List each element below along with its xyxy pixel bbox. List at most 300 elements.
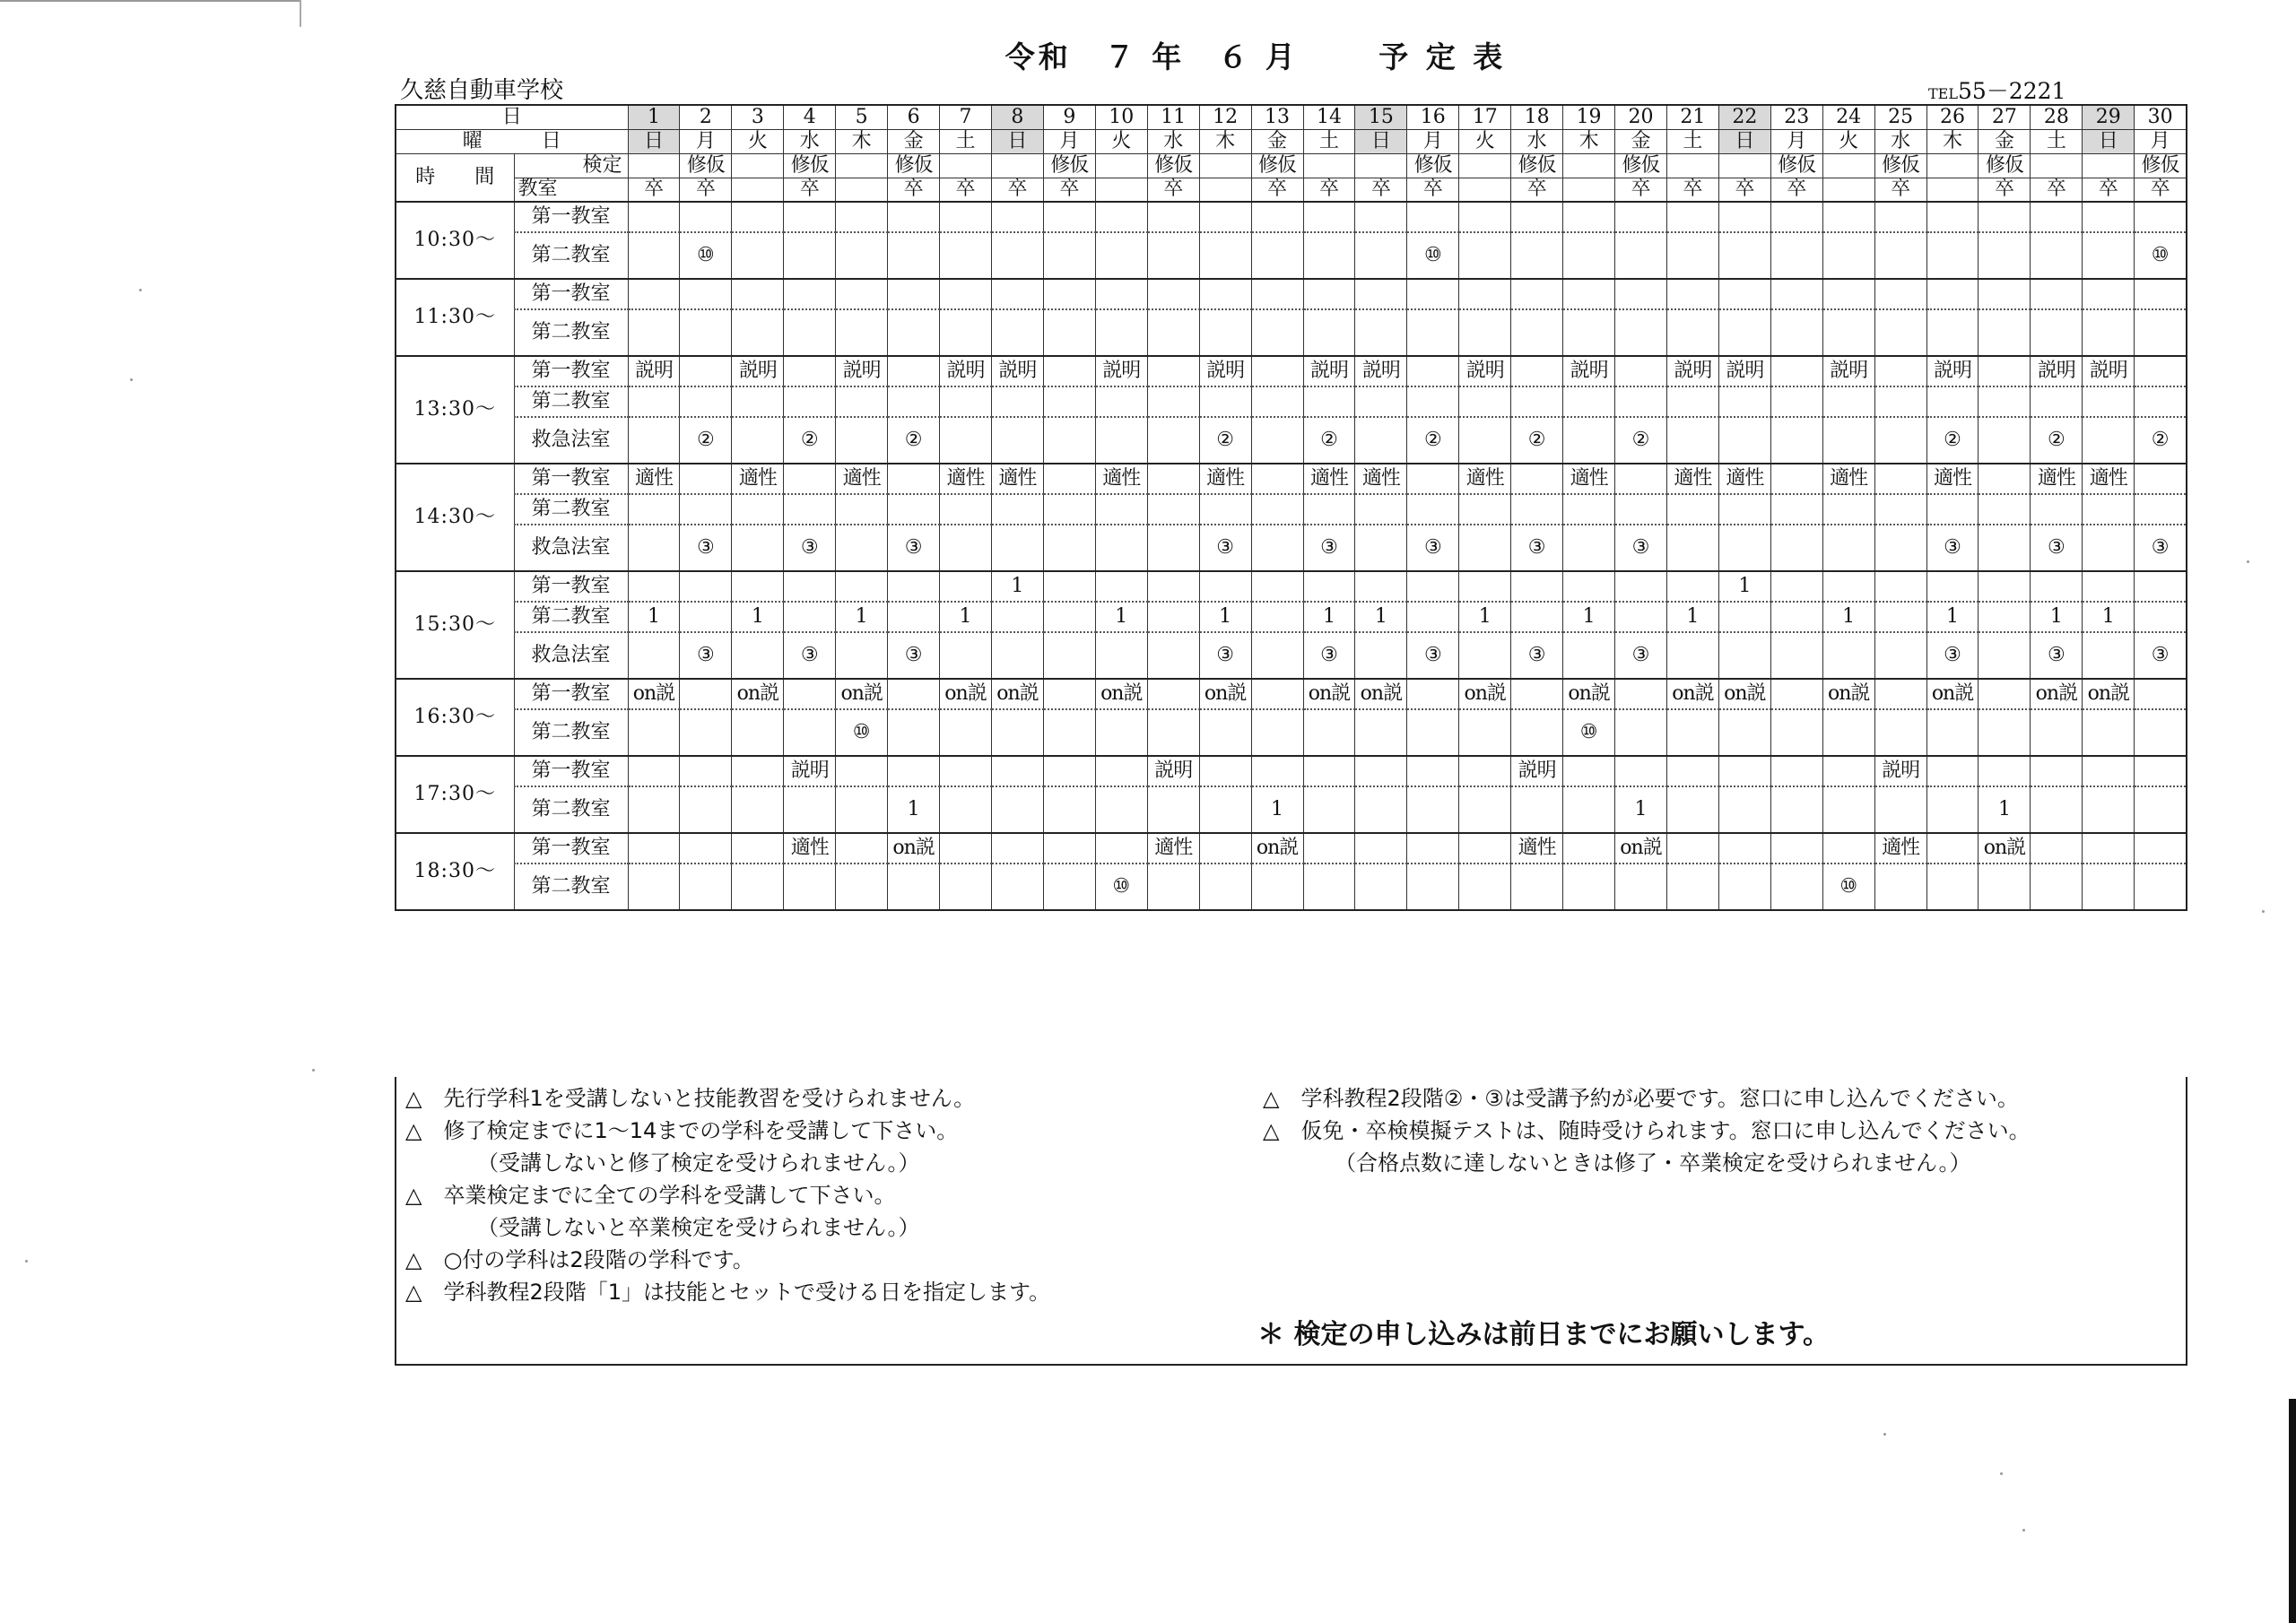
slot-row (396, 202, 2187, 232)
schedule-table (395, 104, 2187, 911)
schedule-cell (1666, 309, 1718, 356)
schedule-cell (1251, 386, 1303, 417)
kyoshitsu-cell (1199, 178, 1251, 202)
schedule-cell (1043, 232, 1095, 279)
day-cell: 17 (1459, 105, 1511, 129)
schedule-cell (1459, 494, 1511, 525)
schedule-cell (1926, 571, 1979, 602)
schedule-cell (1874, 602, 1926, 632)
schedule-cell (2083, 864, 2135, 910)
schedule-cell (836, 232, 888, 279)
kentei-cell (1563, 153, 1615, 178)
schedule-cell (1043, 309, 1095, 356)
schedule-cell: ② (888, 417, 940, 464)
kentei-cell (1926, 153, 1979, 178)
schedule-cell (628, 786, 680, 833)
schedule-cell (888, 494, 940, 525)
kentei-cell: 修仮 (1043, 153, 1095, 178)
schedule-cell (2083, 494, 2135, 525)
weekday-cell: 月 (680, 129, 732, 153)
schedule-cell: ③ (1511, 632, 1563, 679)
schedule-cell (784, 786, 836, 833)
time-header: 時 間 (396, 153, 514, 202)
schedule-cell: 説明 (1718, 356, 1770, 386)
time-slot-label: 14:30～ (396, 464, 514, 571)
room-label: 第一教室 (514, 464, 628, 494)
schedule-cell (1095, 632, 1147, 679)
schedule-cell: 1 (1199, 602, 1251, 632)
schedule-cell: 1 (1615, 786, 1667, 833)
schedule-cell (836, 525, 888, 571)
schedule-cell (2083, 386, 2135, 417)
kyoshitsu-cell: 卒 (1407, 178, 1459, 202)
schedule-cell (1407, 833, 1459, 864)
schedule-cell (1355, 232, 1407, 279)
schedule-cell (1251, 632, 1303, 679)
schedule-cell (991, 279, 1043, 309)
schedule-cell (1459, 632, 1511, 679)
schedule-cell: ② (1303, 417, 1355, 464)
schedule-cell (1979, 279, 2031, 309)
schedule-cell (836, 494, 888, 525)
schedule-cell: on説 (1926, 679, 1979, 709)
schedule-cell (1926, 232, 1979, 279)
schedule-cell (1459, 279, 1511, 309)
schedule-cell: on説 (628, 679, 680, 709)
slot-row (396, 279, 2187, 309)
schedule-cell (1459, 709, 1511, 756)
schedule-cell (1199, 756, 1251, 786)
schedule-cell (1874, 864, 1926, 910)
day-cell: 30 (2135, 105, 2187, 129)
room-label: 第二教室 (514, 864, 628, 910)
schedule-cell (1459, 202, 1511, 232)
room-label: 第一教室 (514, 279, 628, 309)
schedule-cell: 説明 (1303, 356, 1355, 386)
schedule-cell (991, 202, 1043, 232)
schedule-cell: ③ (1511, 525, 1563, 571)
schedule-cell: ② (1615, 417, 1667, 464)
schedule-cell (1251, 202, 1303, 232)
schedule-cell (1563, 525, 1615, 571)
schedule-cell (1666, 232, 1718, 279)
schedule-cell (1874, 571, 1926, 602)
schedule-cell (940, 386, 992, 417)
schedule-cell (1251, 356, 1303, 386)
schedule-cell (1095, 525, 1147, 571)
kentei-cell: 修仮 (680, 153, 732, 178)
schedule-cell: ② (1511, 417, 1563, 464)
schedule-cell (1666, 386, 1718, 417)
schedule-cell (1874, 386, 1926, 417)
schedule-cell (1822, 279, 1874, 309)
schedule-cell: 説明 (628, 356, 680, 386)
schedule-cell (1979, 571, 2031, 602)
schedule-cell (1147, 386, 1199, 417)
notes-left (405, 1082, 1050, 1308)
kyoshitsu-cell: 卒 (2031, 178, 2083, 202)
day-cell: 12 (1199, 105, 1251, 129)
schedule-cell (1407, 309, 1459, 356)
schedule-cell (1874, 786, 1926, 833)
kentei-cell (628, 153, 680, 178)
schedule-cell (1303, 756, 1355, 786)
schedule-cell: 説明 (1926, 356, 1979, 386)
schedule-cell: 適性 (1666, 464, 1718, 494)
schedule-cell (2031, 494, 2083, 525)
room-label: 第二教室 (514, 786, 628, 833)
schedule-cell (1770, 417, 1822, 464)
schedule-cell (732, 202, 784, 232)
schedule-cell (1563, 632, 1615, 679)
schedule-cell (1822, 232, 1874, 279)
schedule-cell (1563, 786, 1615, 833)
schedule-cell: on説 (940, 679, 992, 709)
schedule-cell (1199, 202, 1251, 232)
schedule-cell (1199, 709, 1251, 756)
time-slot-label: 15:30～ (396, 571, 514, 679)
schedule-cell: 1 (1095, 602, 1147, 632)
schedule-cell (1043, 279, 1095, 309)
schedule-cell (940, 525, 992, 571)
schedule-cell (2135, 386, 2187, 417)
room-label: 第一教室 (514, 571, 628, 602)
schedule-cell (1718, 632, 1770, 679)
weekday-cell: 土 (1303, 129, 1355, 153)
schedule-cell (1511, 309, 1563, 356)
day-cell: 21 (1666, 105, 1718, 129)
schedule-cell: on説 (2083, 679, 2135, 709)
schedule-cell: on説 (2031, 679, 2083, 709)
schedule-cell (680, 864, 732, 910)
day-cell: 15 (1355, 105, 1407, 129)
schedule-cell: 適性 (1199, 464, 1251, 494)
schedule-cell (1563, 279, 1615, 309)
schedule-cell (1303, 864, 1355, 910)
schedule-cell (1251, 602, 1303, 632)
schedule-cell (1043, 602, 1095, 632)
schedule-cell (628, 202, 680, 232)
schedule-cell (1979, 525, 2031, 571)
schedule-cell: ③ (680, 632, 732, 679)
schedule-cell (680, 756, 732, 786)
slot-row (396, 309, 2187, 356)
schedule-cell (1043, 386, 1095, 417)
schedule-cell (732, 417, 784, 464)
schedule-cell (1407, 202, 1459, 232)
kentei-cell (1095, 153, 1147, 178)
schedule-cell (628, 756, 680, 786)
schedule-cell (1407, 709, 1459, 756)
slot-row (396, 525, 2187, 571)
schedule-cell (1147, 632, 1199, 679)
schedule-cell (1407, 786, 1459, 833)
schedule-cell (1615, 309, 1667, 356)
schedule-cell (1355, 632, 1407, 679)
schedule-cell: ③ (2135, 525, 2187, 571)
tel-label: TEL (1928, 85, 1958, 102)
schedule-cell: ③ (784, 632, 836, 679)
schedule-cell (1615, 386, 1667, 417)
day-cell: 8 (991, 105, 1043, 129)
slot-row (396, 864, 2187, 910)
time-slot-label: 16:30～ (396, 679, 514, 756)
schedule-cell (940, 202, 992, 232)
schedule-cell (1926, 833, 1979, 864)
day-cell: 16 (1407, 105, 1459, 129)
schedule-cell (1199, 786, 1251, 833)
schedule-cell (1355, 309, 1407, 356)
schedule-cell (2135, 356, 2187, 386)
schedule-cell (1926, 494, 1979, 525)
schedule-cell: ③ (2135, 632, 2187, 679)
schedule-cell (1199, 386, 1251, 417)
schedule-cell (2135, 786, 2187, 833)
schedule-cell (1822, 417, 1874, 464)
room-label: 第一教室 (514, 679, 628, 709)
schedule-cell (732, 279, 784, 309)
day-cell: 14 (1303, 105, 1355, 129)
schedule-cell (1095, 202, 1147, 232)
room-label: 救急法室 (514, 525, 628, 571)
schedule-cell (1043, 417, 1095, 464)
weekday-label: 曜 日 (396, 129, 628, 153)
schedule-cell (1407, 494, 1459, 525)
time-slot-label: 17:30～ (396, 756, 514, 833)
schedule-cell (680, 356, 732, 386)
schedule-cell: 1 (1355, 602, 1407, 632)
schedule-cell (628, 864, 680, 910)
schedule-cell: 適性 (1874, 833, 1926, 864)
notes-right (1263, 1082, 2031, 1179)
schedule-cell (888, 679, 940, 709)
schedule-cell: ⑩ (836, 709, 888, 756)
schedule-cell (1979, 756, 2031, 786)
schedule-cell (680, 571, 732, 602)
weekday-cell: 水 (784, 129, 836, 153)
schedule-cell (1095, 833, 1147, 864)
schedule-cell (1979, 632, 2031, 679)
schedule-cell (1770, 833, 1822, 864)
schedule-cell (1615, 602, 1667, 632)
schedule-cell: 適性 (991, 464, 1043, 494)
schedule-cell (1043, 632, 1095, 679)
schedule-cell (1355, 525, 1407, 571)
schedule-cell (1666, 202, 1718, 232)
schedule-cell (1147, 679, 1199, 709)
schedule-cell (680, 202, 732, 232)
schedule-cell (1459, 756, 1511, 786)
schedule-cell (1407, 679, 1459, 709)
schedule-cell (1666, 632, 1718, 679)
schedule-cell: 適性 (732, 464, 784, 494)
kentei-cell (1718, 153, 1770, 178)
day-cell: 9 (1043, 105, 1095, 129)
schedule-cell (1874, 417, 1926, 464)
room-label: 第一教室 (514, 756, 628, 786)
schedule-cell (784, 602, 836, 632)
kyoshitsu-cell (836, 178, 888, 202)
schedule-cell: 説明 (1095, 356, 1147, 386)
room-label: 第一教室 (514, 356, 628, 386)
schedule-cell (1407, 356, 1459, 386)
schedule-cell (784, 356, 836, 386)
schedule-cell: 1 (2083, 602, 2135, 632)
schedule-cell: on説 (1822, 679, 1874, 709)
schedule-cell (991, 632, 1043, 679)
schedule-cell (1874, 202, 1926, 232)
schedule-cell (2135, 756, 2187, 786)
schedule-cell (1770, 786, 1822, 833)
kentei-cell (836, 153, 888, 178)
schedule-cell (1718, 417, 1770, 464)
schedule-cell (2083, 417, 2135, 464)
schedule-cell (1979, 602, 2031, 632)
schedule-cell (1718, 232, 1770, 279)
schedule-cell (940, 571, 992, 602)
schedule-cell (628, 417, 680, 464)
schedule-cell: on説 (1563, 679, 1615, 709)
kyoshitsu-cell: 卒 (1666, 178, 1718, 202)
schedule-cell (1147, 864, 1199, 910)
schedule-cell (1095, 232, 1147, 279)
schedule-cell (1666, 756, 1718, 786)
schedule-cell (1355, 833, 1407, 864)
weekday-cell: 水 (1147, 129, 1199, 153)
kyoshitsu-cell: 卒 (1511, 178, 1563, 202)
schedule-cell (836, 571, 888, 602)
weekday-cell: 日 (1718, 129, 1770, 153)
schedule-cell (2083, 756, 2135, 786)
schedule-cell (1511, 571, 1563, 602)
schedule-cell (680, 709, 732, 756)
schedule-cell (1199, 833, 1251, 864)
schedule-cell (1303, 571, 1355, 602)
schedule-cell (1043, 864, 1095, 910)
kentei-cell: 修仮 (1147, 153, 1199, 178)
schedule-cell (1718, 494, 1770, 525)
schedule-cell (1511, 386, 1563, 417)
schedule-cell (836, 309, 888, 356)
page-title: 令和 ７ 年 ６ 月 予 定 表 (1004, 39, 1507, 74)
schedule-cell (1095, 756, 1147, 786)
schedule-cell: 適性 (1095, 464, 1147, 494)
weekday-cell: 月 (1043, 129, 1095, 153)
schedule-cell (1615, 232, 1667, 279)
schedule-cell (1770, 709, 1822, 756)
day-cell: 26 (1926, 105, 1979, 129)
kentei-cell: 修仮 (1615, 153, 1667, 178)
kyoshitsu-cell: 卒 (1303, 178, 1355, 202)
schedule-cell (1822, 756, 1874, 786)
schedule-cell (1199, 494, 1251, 525)
schedule-cell: 説明 (1355, 356, 1407, 386)
schedule-cell (1563, 833, 1615, 864)
day-cell: 3 (732, 105, 784, 129)
schedule-cell: 適性 (2031, 464, 2083, 494)
schedule-cell: 説明 (784, 756, 836, 786)
schedule-cell (991, 786, 1043, 833)
schedule-cell (1874, 356, 1926, 386)
schedule-cell (1926, 786, 1979, 833)
schedule-cell: 1 (1979, 786, 2031, 833)
tel-number: 55－2221 (1957, 78, 2066, 104)
schedule-cell (1874, 309, 1926, 356)
schedule-cell (1615, 864, 1667, 910)
day-cell: 24 (1822, 105, 1874, 129)
schedule-cell (1147, 786, 1199, 833)
schedule-cell (732, 309, 784, 356)
day-cell: 11 (1147, 105, 1199, 129)
slot-row (396, 833, 2187, 864)
schedule-cell: on説 (1303, 679, 1355, 709)
schedule-cell (888, 232, 940, 279)
schedule-cell (1511, 709, 1563, 756)
schedule-cell (680, 279, 732, 309)
schedule-cell (1770, 386, 1822, 417)
notes-panel (395, 1077, 2187, 1366)
slot-row (396, 417, 2187, 464)
schedule-cell: on説 (732, 679, 784, 709)
day-cell: 18 (1511, 105, 1563, 129)
schedule-cell (1666, 525, 1718, 571)
kentei-cell (940, 153, 992, 178)
weekday-cell: 日 (628, 129, 680, 153)
schedule-cell (628, 494, 680, 525)
schedule-cell (1511, 679, 1563, 709)
schedule-cell (1563, 756, 1615, 786)
schedule-cell (1822, 786, 1874, 833)
schedule-cell (1770, 232, 1822, 279)
schedule-cell (1147, 709, 1199, 756)
schedule-cell (1563, 386, 1615, 417)
schedule-cell (1822, 709, 1874, 756)
schedule-cell (2135, 202, 2187, 232)
room-label: 第二教室 (514, 386, 628, 417)
schedule-cell (680, 786, 732, 833)
day-cell: 2 (680, 105, 732, 129)
slot-row (396, 494, 2187, 525)
schedule-cell (1095, 386, 1147, 417)
weekday-cell: 水 (1511, 129, 1563, 153)
schedule-cell: 1 (940, 602, 992, 632)
schedule-cell (991, 232, 1043, 279)
schedule-cell (940, 494, 992, 525)
schedule-cell (1251, 309, 1303, 356)
schedule-cell (1822, 386, 1874, 417)
schedule-cell (628, 309, 680, 356)
telephone (1928, 74, 2066, 106)
schedule-cell: on説 (991, 679, 1043, 709)
schedule-cell (1251, 417, 1303, 464)
schedule-cell (1770, 632, 1822, 679)
schedule-cell (1043, 202, 1095, 232)
time-slot-label: 10:30～ (396, 202, 514, 279)
schedule-cell (836, 756, 888, 786)
school-name: 久慈自動車学校 (400, 77, 564, 104)
schedule-cell (940, 279, 992, 309)
weekday-cell: 金 (1251, 129, 1303, 153)
schedule-cell: 1 (1718, 571, 1770, 602)
schedule-cell (732, 525, 784, 571)
schedule-cell: 1 (2031, 602, 2083, 632)
schedule-cell (2135, 309, 2187, 356)
kentei-label: 検定 (514, 153, 628, 178)
schedule-cell (888, 756, 940, 786)
schedule-cell (2135, 279, 2187, 309)
day-row (396, 105, 2187, 129)
schedule-cell (1926, 386, 1979, 417)
